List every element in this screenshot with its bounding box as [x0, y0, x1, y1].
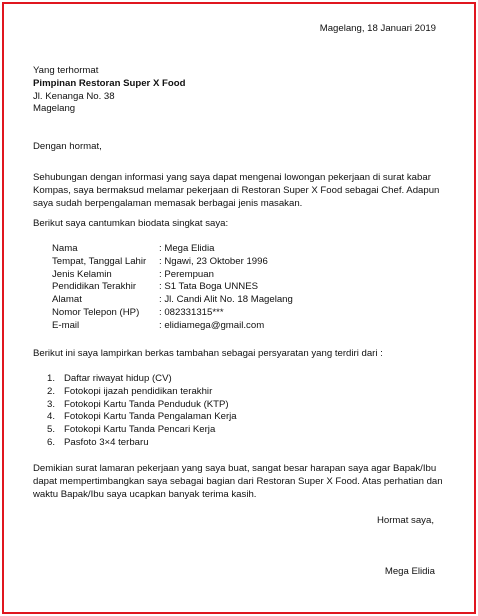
list-item-number: 4.: [47, 411, 56, 423]
list-item: [47, 373, 237, 386]
bio-label: Pendidikan Terakhir: [52, 281, 137, 293]
bio-value: : Jl. Candi Alit No. 18 Magelang: [159, 294, 293, 306]
bio-row-address: [52, 294, 293, 307]
bio-row-birth: [52, 256, 293, 269]
bio-label: Alamat: [52, 294, 82, 306]
list-item: [47, 399, 237, 412]
list-item: [47, 424, 237, 437]
list-item-text: Fotokopi Kartu Tanda Pencari Kerja: [64, 424, 216, 436]
closing-paragraph: Demikian surat lamaran pekerjaan yang saya buat, sangat besar harapan saya agar Bapak/Ibu dapat mempertimbangkan saya sebagai bagian dari Restoran Super X Food. Atas perhatian dan waktu Bapak/Ibu saya ucapkan banyak terima kasih.: [33, 463, 443, 500]
list-item-number: 6.: [47, 436, 56, 448]
bio-row-gender: [52, 269, 293, 282]
list-item: [47, 411, 237, 424]
recipient-city: Magelang: [33, 103, 76, 115]
list-item-number: 2.: [47, 385, 56, 397]
list-item-text: Fotokopi Kartu Tanda Penduduk (KTP): [64, 398, 229, 410]
list-item-number: 1.: [47, 373, 56, 384]
bio-label: Tempat, Tanggal Lahir: [52, 255, 147, 267]
list-item-number: 5.: [47, 424, 56, 436]
list-item-text: Fotokopi ijazah pendidikan terakhir: [64, 385, 213, 397]
letter-date: Magelang, 18 Januari 2019: [319, 23, 436, 34]
bio-intro: Berikut saya cantumkan biodata singkat saya:: [33, 218, 229, 229]
recipient-name: Pimpinan Restoran Super X Food: [33, 77, 186, 89]
signature-name: Mega Elidia: [384, 566, 435, 577]
bio-label: Jenis Kelamin: [52, 268, 112, 280]
bio-row-phone: [52, 307, 293, 320]
list-item-text: Fotokopi Kartu Tanda Pengalaman Kerja: [64, 411, 237, 423]
attachments-intro: Berikut ini saya lampirkan berkas tambahan sebagai persyaratan yang terdiri dari :: [33, 348, 383, 359]
bio-value: : S1 Tata Boga UNNES: [159, 281, 259, 293]
bio-value: : Mega Elidia: [159, 243, 215, 254]
bio-value: : Ngawi, 23 Oktober 1996: [159, 255, 268, 267]
list-item: [47, 386, 237, 399]
list-item-text: Daftar riwayat hidup (CV): [64, 373, 172, 384]
bio-label: Nomor Telepon (HP): [52, 306, 140, 318]
signoff: Hormat saya,: [376, 515, 434, 526]
opening-paragraph: Sehubungan dengan informasi yang saya dapat mengenai lowongan pekerjaan di surat kabar Kompas, saya bermaksud melamar pekerjaan di Restoran Super X Food sebagai Chef. Adapun saya sudah berpengalaman memasak berbagai jenis masakan.: [33, 172, 440, 209]
bio-row-education: [52, 281, 293, 294]
recipient-salutation: Yang terhormat: [33, 65, 99, 76]
recipient-block: [33, 65, 446, 116]
bio-row-name: [52, 243, 293, 256]
bio-row-email: [52, 320, 293, 333]
bio-label: Nama: [52, 243, 78, 254]
bio-value: : elidiamega@gmail.com: [159, 319, 265, 331]
greeting: Dengan hormat,: [33, 141, 102, 152]
list-item: [47, 437, 237, 450]
bio-value: : 082331315***: [159, 306, 224, 318]
bio-value: : Perempuan: [159, 268, 214, 280]
recipient-street: Jl. Kenanga No. 38: [33, 90, 115, 102]
list-item-number: 3.: [47, 398, 56, 410]
list-item-text: Pasfoto 3×4 terbaru: [64, 436, 149, 448]
bio-label: E-mail: [52, 319, 80, 331]
bio-table: [52, 243, 293, 333]
attachments-list: [47, 373, 237, 450]
